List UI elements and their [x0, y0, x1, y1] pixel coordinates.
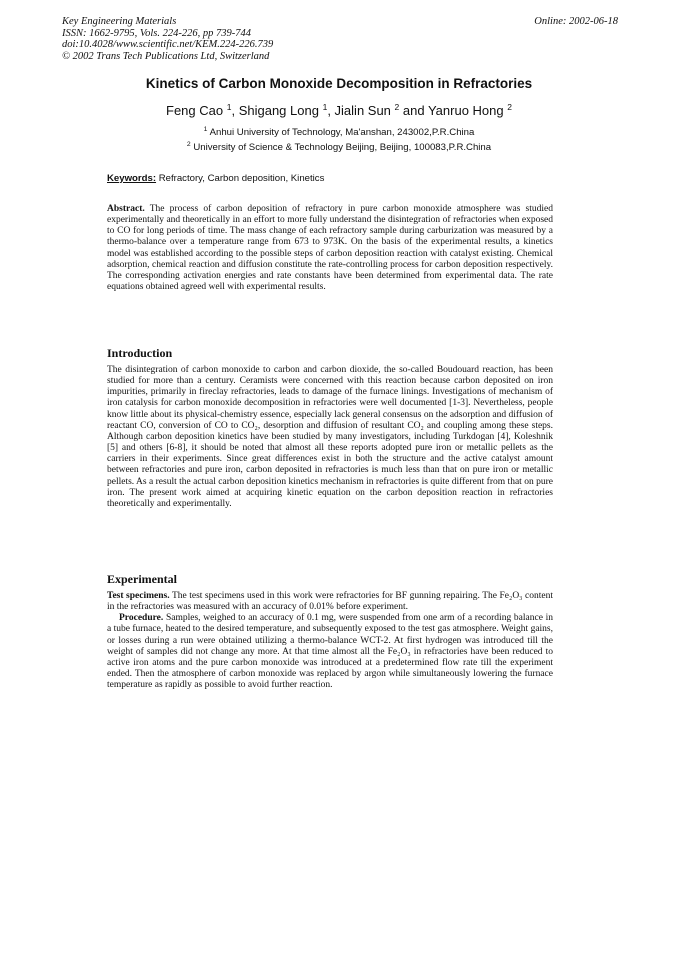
- procedure-paragraph: [107, 613, 553, 691]
- experimental-section: [107, 591, 553, 691]
- affiliation-marker: 2: [186, 141, 191, 148]
- abstract-paragraph: [107, 204, 553, 293]
- publication-info: [62, 16, 273, 62]
- author-separator: and: [399, 103, 428, 118]
- test-specimens-text: The test specimens used in this work were refractories for BF gunning repairing. The Fe₂O₃ content in the refractories was measured with an accuracy of 0.01% before experiment.: [107, 591, 553, 613]
- author-list: [0, 102, 678, 118]
- author-separator: ,: [327, 103, 335, 118]
- author-name: Feng Cao: [166, 103, 224, 118]
- author-affiliation-marker: 2: [394, 102, 400, 112]
- introduction-heading: Introduction: [107, 346, 173, 360]
- keywords-text: Refractory, Carbon deposition, Kinetics: [158, 173, 325, 184]
- affiliation-marker: 1: [203, 126, 208, 133]
- abstract-text: The process of carbon deposition of refractory in pure carbon monoxide atmosphere was studied experimentally and theoretically in an effort to more fully understand the disintegration of refractories when exposed to CO for long periods of time. The mass change of each refractory sample during carburization was measured by a thermo-balance over a temperature range from 673 to 973K. On the basis of the experimental results, a kinetics model was established according to the possible steps of carbon deposition reaction with catalyst existing. Chemical adsorption, chemical reaction and diffusion constitute the rate-controlling process for carbon deposition respectively. The corresponding activation energies and rate constants have been determined from experimental data. The rate equations obtained agreed well with experimental results.: [107, 204, 553, 293]
- affiliation-text: Anhui University of Technology, Ma'anshan, 243002,P.R.China: [209, 127, 475, 138]
- journal-name: Key Engineering Materials: [62, 16, 177, 27]
- abstract-label: Abstract.: [107, 204, 145, 214]
- author-affiliation-marker: 1: [322, 102, 328, 112]
- paper-title: Kinetics of Carbon Monoxide Decomposition in Refractories: [145, 76, 533, 91]
- affiliation-2: [0, 141, 678, 153]
- keywords-label: Keywords:: [107, 173, 157, 184]
- introduction-paragraph: The disintegration of carbon monoxide to carbon and carbon dioxide, the so-called Boudouard reaction, has been studied for more than a century. Ceramists were concerned with this reaction because carbon deposited on iron impurities, primarily in fireclay refractories, leads to damage of the furnace linings. Investigations of mechanism of iron catalysis for carbon monoxide decomposition in refractories were well documented [1-3]. Nevertheless, people know little about its physical-chemistry essence, especially lack general consensus on the adsorption and diffusion of reactant CO, conversion of CO to CO₂, desorption and diffusion of resultant CO₂ and coupling among these steps. Although carbon deposition kinetics have been studied by many investigators, including Turkdogan [4], Koleshnik [5] and others [6-8], it should be noted that almost all these reports adopted pure iron or metallic pellets as the carriers in their experiments. Since great differences exist in both the structure and the active catalyst amount between refractories and pure iron, carbon deposited in refractories is much less than that on pure iron or metallic pellets. As a result the actual carbon deposition kinetics mechanism in refractories is quite different from that on pure iron. The present work aimed at acquiring kinetic equation on the carbon deposition reaction in refractories theoretically and experimentally.: [107, 365, 553, 509]
- author-affiliation-marker: 2: [507, 102, 512, 112]
- online-date: Online: 2002-06-18: [534, 16, 618, 27]
- copyright-line: © 2002 Trans Tech Publications Ltd, Switzerland: [62, 50, 270, 62]
- affiliation-text: University of Science & Technology Beijing, Beijing, 100083,P.R.China: [193, 142, 492, 153]
- procedure-text: Samples, weighed to an accuracy of 0.1 mg, were suspended from one arm of a recording balance in a tube furnace, heated to the desired temperature, and subsequently exposed to the test gas atmosphere. Weight gains, or losses during a run were obtained utilizing a thermo-balance WCT-2. At first hydrogen was introduced till the weight of samples did not change any more. At that time almost all the Fe₂O₃ in refractories have been reduced to active iron atoms and the pure carbon monoxide was introduced at a predetermined flow rate till the experiment ended. Then the atmosphere of carbon monoxide was replaced by argon while simultaneously lowering the furnace temperature as rapidly as possible to avoid further reaction.: [107, 613, 554, 691]
- issn-line: ISSN: 1662-9795, Vols. 224-226, pp 739-744: [62, 27, 251, 39]
- author-name: Jialin Sun: [334, 103, 391, 118]
- affiliation-1: [0, 126, 678, 138]
- procedure-label: Procedure.: [119, 613, 164, 624]
- author-separator: ,: [231, 103, 239, 118]
- author-name: Yanruo Hong: [427, 103, 504, 118]
- keywords-line: [107, 173, 324, 184]
- author-affiliation-marker: 1: [226, 102, 232, 112]
- test-specimens-paragraph: [107, 591, 553, 613]
- author-name: Shigang Long: [238, 103, 319, 118]
- introduction-section: [107, 365, 553, 510]
- abstract-section: [107, 204, 553, 293]
- experimental-heading: Experimental: [107, 572, 177, 586]
- doi-line: doi:10.4028/www.scientific.net/KEM.224-226.739: [62, 39, 274, 51]
- test-specimens-label: Test specimens.: [107, 591, 170, 601]
